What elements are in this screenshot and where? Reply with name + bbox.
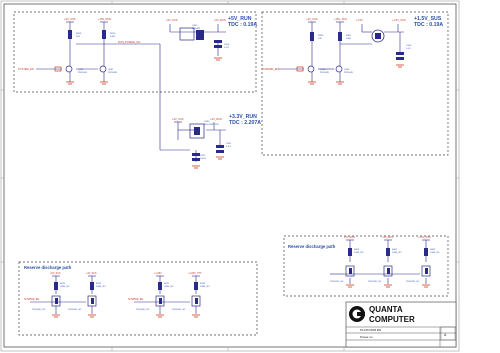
- svg-text:SYSTEM_EN: SYSTEM_EN: [18, 68, 34, 71]
- discharge-left-parts: [52, 282, 200, 306]
- svg-text:100R_NC: 100R_NC: [430, 252, 440, 254]
- svg-text:Q302: Q302: [192, 25, 198, 27]
- rail-3p3v-title: +3.3V_RUN: [229, 114, 257, 120]
- svg-text:+1.5V_SUS: +1.5V_SUS: [418, 236, 431, 239]
- circuit-1p5v-sus: [278, 22, 404, 82]
- svg-text:+1.5V: +1.5V: [356, 19, 363, 22]
- svg-text:+15V_SUS: +15V_SUS: [334, 18, 347, 21]
- svg-text:+5V_RUN: +5V_RUN: [344, 236, 355, 239]
- svg-text:100K: 100K: [110, 36, 116, 38]
- svg-text:+3V_RUN: +3V_RUN: [382, 236, 393, 239]
- svg-text:100R_NC: 100R_NC: [392, 252, 402, 254]
- svg-text:+3V_SUS: +3V_SUS: [306, 18, 318, 21]
- svg-text:Q304: Q304: [320, 69, 326, 71]
- svg-text:Q300: Q300: [78, 69, 84, 71]
- net-labels-discharge-left: [24, 272, 202, 301]
- svg-text:RUN_POWER_ON: RUN_POWER_ON: [118, 41, 141, 44]
- svg-text:R412: R412: [164, 283, 170, 285]
- svg-text:R210: R210: [110, 33, 116, 35]
- rail-1p5v-tdc: TDC : 0.19A: [414, 22, 444, 28]
- svg-text:+3V_SUS: +3V_SUS: [172, 118, 184, 121]
- sheet-frame: [4, 4, 456, 347]
- svg-text:+5V_SUS: +5V_SUS: [50, 272, 61, 275]
- part-labels-5v: [76, 25, 230, 74]
- svg-text:2N7002K: 2N7002K: [320, 72, 330, 74]
- svg-text:SUSPWR_EN: SUSPWR_EN: [128, 298, 144, 301]
- svg-text:R209: R209: [76, 33, 82, 35]
- svg-text:+1.05V_VTT: +1.05V_VTT: [188, 272, 202, 275]
- svg-text:C503: C503: [406, 45, 412, 47]
- svg-text:C501: C501: [226, 143, 232, 145]
- part-labels-3p3v: [200, 121, 232, 160]
- svg-text:C502: C502: [200, 155, 206, 157]
- svg-text:0.01U: 0.01U: [200, 158, 206, 160]
- quanta-logo-icon: [349, 306, 365, 322]
- svg-text:+1.5V_SUS: +1.5V_SUS: [392, 19, 406, 22]
- net-labels-1p5v: [262, 17, 406, 71]
- svg-text:R402: R402: [430, 249, 436, 251]
- svg-text:2N7002K_NC: 2N7002K_NC: [68, 309, 82, 311]
- svg-text:2N7002K_NC: 2N7002K_NC: [330, 281, 344, 283]
- svg-text:10K: 10K: [318, 38, 322, 40]
- svg-text:100R_NC: 100R_NC: [60, 286, 70, 288]
- svg-text:SUSPWR_EN: SUSPWR_EN: [24, 298, 40, 301]
- svg-text:2N7002K_NC: 2N7002K_NC: [136, 309, 150, 311]
- svg-text:Q303: Q303: [204, 121, 210, 123]
- svg-text:100R_NC: 100R_NC: [354, 252, 364, 254]
- svg-text:+5V_RUN: +5V_RUN: [214, 19, 226, 22]
- rail-5v-title: +5V_RUN: [228, 16, 252, 22]
- svg-text:10K: 10K: [76, 36, 80, 38]
- group-box-1p5v-sus: [262, 12, 448, 155]
- svg-text:Q305: Q305: [344, 69, 350, 71]
- svg-text:+1.05V: +1.05V: [154, 272, 162, 275]
- gnd-discharge-left: [52, 315, 200, 317]
- svg-text:R413: R413: [200, 283, 206, 285]
- svg-text:2N7002K_NC: 2N7002K_NC: [368, 281, 382, 283]
- discharge-right-title: Reserve discharge path: [288, 244, 336, 249]
- svg-text:+3V_SUS: +3V_SUS: [64, 18, 76, 21]
- svg-text:R410: R410: [60, 283, 66, 285]
- svg-text:2N7002K_NC: 2N7002K_NC: [32, 309, 46, 311]
- svg-text:100R_NC: 100R_NC: [96, 286, 106, 288]
- svg-text:AO4478/MTDK: AO4478/MTDK: [204, 124, 219, 126]
- gnd-5v-run: [66, 58, 222, 84]
- svg-text:Q301: Q301: [108, 69, 114, 71]
- svg-text:2N7002K_NC: 2N7002K_NC: [406, 281, 420, 283]
- group-box-5v-run: [14, 12, 256, 92]
- svg-text:100R_NC: 100R_NC: [164, 286, 174, 288]
- rail-5v-tdc: TDC : 0.19A: [228, 22, 258, 28]
- svg-text:2N7002K: 2N7002K: [344, 72, 354, 74]
- rail-3p3v-tdc: TDC : 2.207A: [229, 120, 261, 126]
- circuit-3p3v-parts: [190, 124, 224, 161]
- rail-1p5v-title: +1.5V_SUS: [414, 16, 442, 22]
- svg-text:R300: R300: [318, 35, 324, 37]
- circuit-discharge-right: [330, 240, 430, 284]
- svg-text:+15V_RUN: +15V_RUN: [98, 18, 112, 21]
- svg-text:+3V_SUS: +3V_SUS: [86, 272, 97, 275]
- svg-text:2N7002K: 2N7002K: [108, 72, 118, 74]
- project-name: PLATFORM BH: [360, 328, 382, 332]
- svg-text:0.1U: 0.1U: [224, 47, 229, 49]
- svg-text:R301: R301: [346, 35, 352, 37]
- svg-text:R411: R411: [96, 283, 102, 285]
- svg-text:+3V_RUN: +3V_RUN: [210, 118, 222, 121]
- svg-text:100R_NC: 100R_NC: [200, 286, 210, 288]
- svg-text:0.1U: 0.1U: [406, 48, 411, 50]
- company-name-line1: QUANTA: [369, 305, 403, 314]
- svg-text:2N7002K: 2N7002K: [78, 72, 88, 74]
- company-name-line2: COMPUTER: [369, 315, 415, 324]
- svg-text:R401: R401: [392, 249, 398, 251]
- net-labels-discharge-right: [344, 236, 431, 239]
- doc-title: Power on: [360, 335, 373, 339]
- svg-text:C500: C500: [224, 44, 230, 46]
- svg-text:R400: R400: [354, 249, 360, 251]
- svg-text:100K: 100K: [346, 38, 352, 40]
- net-labels-3p3v: [172, 117, 222, 121]
- svg-text:AO3409: AO3409: [192, 28, 201, 30]
- svg-text:0.1U: 0.1U: [226, 146, 231, 148]
- discharge-left-title: Reserve discharge path: [24, 265, 72, 270]
- svg-text:SUSPWR_EN: SUSPWR_EN: [262, 68, 279, 71]
- svg-text:2N7002K_NC: 2N7002K_NC: [172, 309, 186, 311]
- gnd-1p5v: [308, 65, 404, 84]
- part-labels-discharge-left: [32, 283, 210, 311]
- svg-text:A: A: [444, 333, 447, 337]
- gnd-discharge-right: [346, 285, 430, 287]
- svg-text:+5V_SUS: +5V_SUS: [166, 19, 178, 22]
